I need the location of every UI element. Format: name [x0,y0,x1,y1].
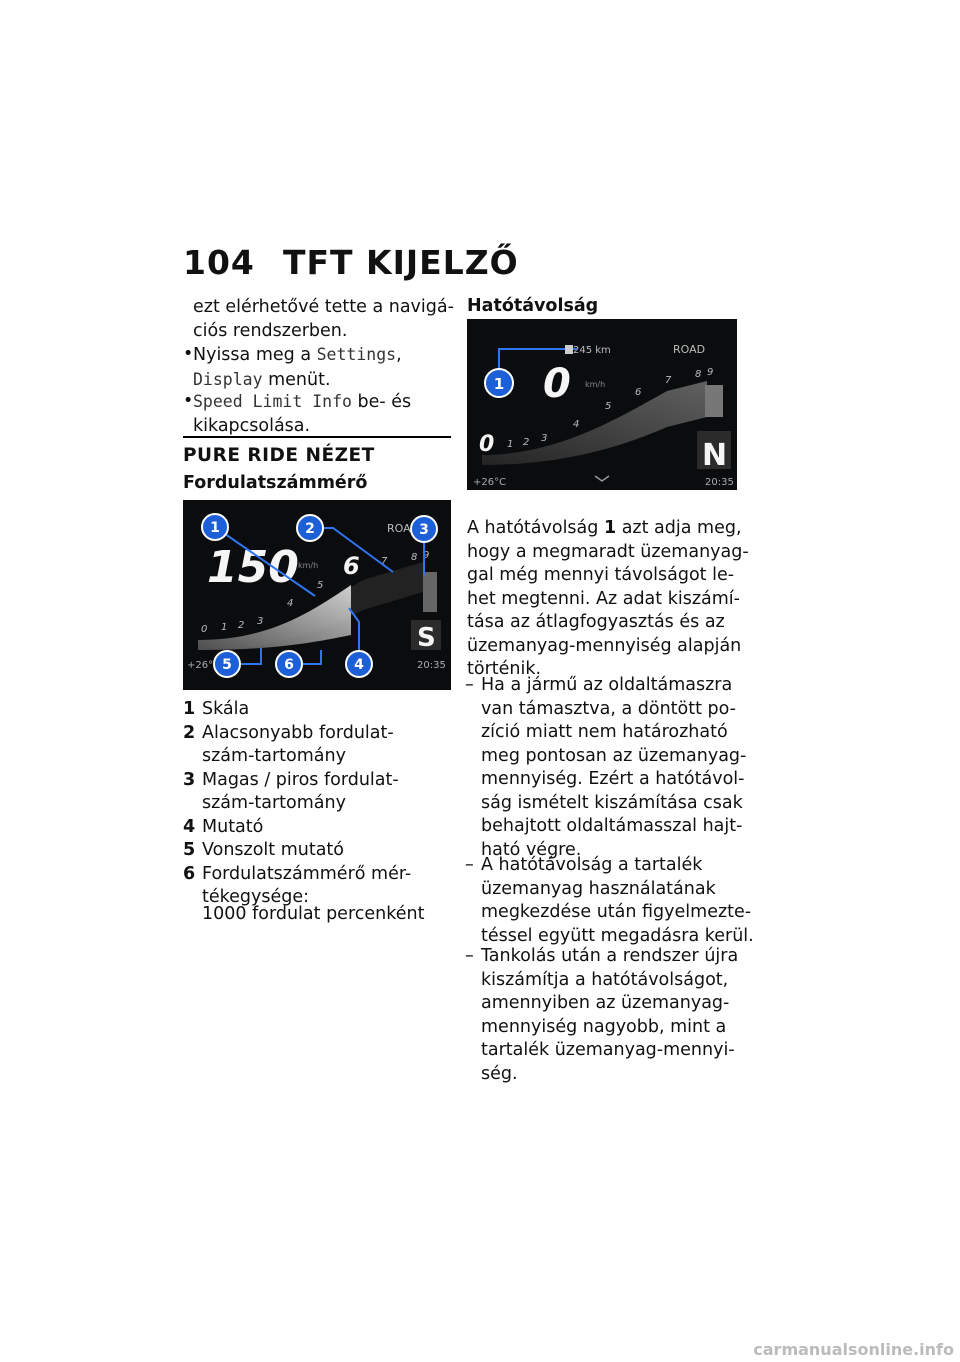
dash-item: – Tankolás után a rendszer újra kiszámítja a hatótávolságot, amennyiben az üzemanyag- mennyiség nagyobb, mint a tartalék üzemanyag-mennyi- ség. [465,946,739,1084]
scale-label: 4 [573,419,580,430]
subheading: Fordulatszámmérő [183,473,368,493]
scale-label: 9 [423,550,430,561]
temperature: +26°C [473,477,507,488]
temperature: +26° [187,660,214,671]
scale-label: 8 [695,369,702,380]
callout: 4 [354,657,364,673]
riding-mode: ROA [387,522,411,535]
range-paragraph: A hatótávolság 1 azt adja meg, hogy a megmaradt üzemanyag- gal még mennyi távolságot le- het megtenni. Az adat kiszámí- tása az átlagfogyasztás és az üzemanyag-mennyiség alapján történik. [467,518,749,679]
tachometer-figure [183,500,451,690]
riding-mode: ROAD [673,343,706,356]
clock: 20:35 [705,477,734,488]
page-header [183,243,519,282]
section-title: PURE RIDE NÉZET [183,445,375,466]
scale-label: 5 [317,580,324,591]
scale-label: 1 [507,439,514,450]
fuel-pump-icon [565,345,573,354]
dash-item: – A hatótávolság a tartalék üzemanyag használatának megkezdése után figyelmezte- téssel együtt megadásra kerül. [465,855,754,946]
scale-label: 6 [635,387,642,398]
callout: 6 [284,657,294,673]
clock: 20:35 [417,660,446,671]
chevron-down-icon [595,476,609,481]
page-title: TFT KIJELZŐ [283,243,519,282]
scale-label: 4 [287,598,294,609]
bullet-item: • Nyissa meg a Settings, Display menüt. [183,344,402,390]
intro-line: ezt elérhetővé tette a navigá- [193,297,454,317]
scale-label: 9 [707,367,714,378]
scale-label: 8 [411,552,418,563]
speed-unit: km/h [585,380,606,389]
scale-label: 1 [221,622,228,633]
scale-label: 2 [523,437,530,448]
scale-label: 7 [665,375,672,386]
gear-indicator: S [417,623,436,653]
gear-indicator: N [702,438,728,473]
scale-label: 5 [605,401,612,412]
range-value: 245 km [573,345,611,356]
callout: 1 [493,375,505,393]
speed-value: 0 [543,361,571,407]
callout: 1 [210,520,220,536]
page-number: 104 [183,243,255,282]
scale-label: 0 [201,624,208,635]
small-speed: 0 [479,432,495,457]
figure-legend: 1 Skála 2 Alacsonyabb fordulat- szám-tartomány 3 Magas / piros fordulat- szám-tartomány 4 Mutató 5 Vonszolt mutató 6 Fordulatszámmérő mér- tékegysége: 1000 fordulat percenként [183,699,425,924]
scale-label: 3 [541,433,548,444]
callout: 2 [305,521,315,537]
section-divider [183,436,451,438]
gear-number: 6 [343,552,360,580]
watermark: carmanualsonline.info [753,1340,954,1359]
bullet-dot: • [183,344,194,364]
range-figure [467,319,737,490]
intro-line: ciós rendszerben. [193,320,348,341]
bullet-dot: • [183,391,194,411]
code-speed-limit: Speed Limit Info [193,392,352,411]
scale-label: 3 [257,616,264,627]
speed-unit: km/h [298,561,319,570]
speed-value: 150 [207,542,299,593]
code-display: Display [193,369,263,389]
scale-label: 2 [238,620,245,631]
code-settings: Settings [316,345,397,364]
dash-item: – Ha a jármű az oldaltámaszra van támasztva, a döntött po- zíció miatt nem határozható meg pontosan az üzemanyag- mennyiség. Ezért a hatótávol- ság ismételt kiszámítása csak behajtott oldaltámasszal hajt- ható végre. [465,675,747,860]
range-heading: Hatótávolság [467,296,599,316]
scale-label: 7 [381,556,388,567]
bullet-item: • Speed Limit Info be- és kikapcsolása. [183,391,412,436]
callout: 3 [419,522,429,538]
intro-text [193,296,454,343]
callout: 5 [222,657,232,673]
